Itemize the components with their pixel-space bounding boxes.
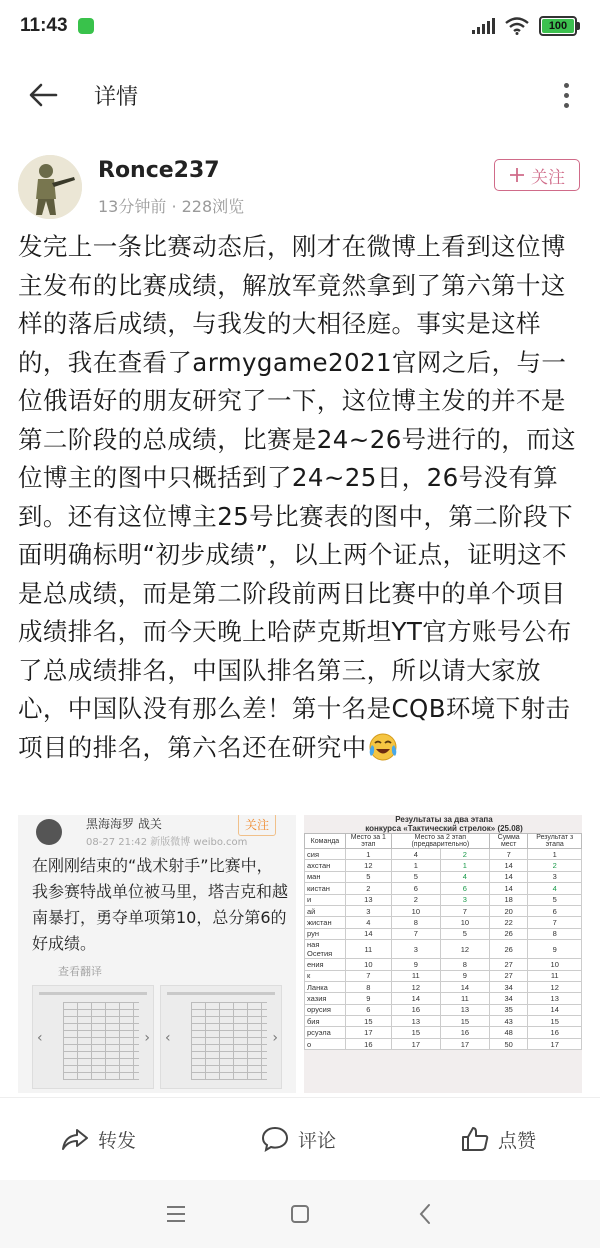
weibo-header (28, 819, 286, 847)
results-cell: 11 (345, 940, 391, 959)
results-row (305, 1027, 582, 1038)
results-cell: 17 (528, 1038, 582, 1049)
results-cell: 3 (345, 905, 391, 916)
results-row (305, 860, 582, 871)
results-cell: к (305, 970, 346, 981)
results-cell: 7 (440, 905, 489, 916)
thumbs-up-icon (460, 1124, 490, 1154)
results-cell: 3 (440, 894, 489, 905)
weibo-time: 08-27 21:42 新版微博 weibo.com (86, 837, 248, 848)
results-cell: 14 (440, 981, 489, 992)
follow-label: 关注 (531, 167, 565, 188)
results-cell: 9 (345, 993, 391, 1004)
results-cell: 14 (528, 1004, 582, 1015)
results-cell: 3 (391, 940, 440, 959)
results-cell: кистан (305, 883, 346, 894)
results-cell: ман (305, 871, 346, 882)
post-text-content: 发完上一条比赛动态后，刚才在微博上看到这位博主发布的比赛成绩，解放军竟然拿到了第六第十这样的落后成绩，与我发的大相径庭。事实是这样的，我在查看了armygame2021官网之后，与一位俄语好的朋友研究了一下，这位博主发的并不是第二阶段的总成绩，比赛是24~26号进行的，而这位博主的图中只概括到了24~25日，26号没有算到。还有这位博主25号比赛表的图中，第二阶段下面明确标明“初步成绩”，以上两个证点，证明这不是总成绩，而是第二阶段前两日比赛中的单个项目成绩排名，而今天晚上哈萨克斯坦YT官方账号公布了总成绩排名，中国队排名第三，所以请大家放心，中国队没有那么差！第十名是CQB环境下射击项目的排名，第六名还在研究中 (18, 232, 576, 762)
share-button[interactable] (60, 1124, 136, 1154)
results-table (304, 833, 582, 1050)
results-cell: 9 (391, 959, 440, 970)
more-options-icon[interactable] (556, 78, 576, 112)
results-cell: 10 (528, 959, 582, 970)
page-title: 详情 (94, 85, 139, 110)
results-row (305, 928, 582, 939)
results-cell: 15 (528, 1016, 582, 1027)
status-bar (0, 0, 600, 52)
results-cell: 9 (440, 970, 489, 981)
results-row (305, 940, 582, 959)
results-cell: ная Осетия (305, 940, 346, 959)
results-header-cell: Место за 1 этап (345, 834, 391, 849)
results-cell: 1 (528, 849, 582, 860)
results-row (305, 849, 582, 860)
results-cell: 22 (489, 917, 528, 928)
results-cell: ай (305, 905, 346, 916)
follow-button[interactable] (494, 159, 580, 191)
back-chevron-icon[interactable] (412, 1200, 440, 1228)
author-name[interactable]: Ronce237 (98, 158, 220, 183)
results-cell: 3 (528, 871, 582, 882)
results-cell: 8 (440, 959, 489, 970)
results-cell: 9 (528, 940, 582, 959)
share-label: 转发 (98, 1129, 137, 1152)
results-cell: 8 (391, 917, 440, 928)
results-cell: 6 (345, 1004, 391, 1015)
results-cell: 16 (391, 1004, 440, 1015)
wifi-icon (505, 17, 529, 35)
results-cell: 11 (391, 970, 440, 981)
results-cell: хазия (305, 993, 346, 1004)
like-label: 点赞 (498, 1129, 537, 1152)
results-cell: орусия (305, 1004, 346, 1015)
results-row (305, 1038, 582, 1049)
results-cell: 7 (345, 970, 391, 981)
results-cell: 20 (489, 905, 528, 916)
results-cell: жистан (305, 917, 346, 928)
results-cell: 8 (345, 981, 391, 992)
post-meta: 13分钟前 · 228浏览 (98, 197, 245, 216)
results-cell: 10 (345, 959, 391, 970)
weibo-author-name: 黑海海罗 战关 (86, 817, 162, 831)
results-header-cell: Команда (305, 834, 346, 849)
results-title-line1: Результаты за два этапа (395, 815, 493, 824)
weibo-translate-link: 查看翻译 (58, 965, 102, 978)
results-cell: 17 (440, 1038, 489, 1049)
results-cell: 27 (489, 959, 528, 970)
status-indicators (472, 16, 580, 36)
results-cell: 18 (489, 894, 528, 905)
results-cell: 10 (391, 905, 440, 916)
app-notification-icon (78, 18, 94, 34)
results-cell: 15 (345, 1016, 391, 1027)
plus-icon (509, 167, 525, 183)
results-title (334, 815, 554, 833)
post-text (18, 228, 584, 767)
results-cell: ахстан (305, 860, 346, 871)
results-cell: 6 (440, 883, 489, 894)
menu-icon[interactable] (162, 1200, 190, 1228)
results-cell: 11 (528, 970, 582, 981)
results-cell: и (305, 894, 346, 905)
results-title-line2: конкурса «Тактический стрелок» (25.08) (365, 824, 523, 833)
results-cell: 4 (345, 917, 391, 928)
results-cell: 48 (489, 1027, 528, 1038)
results-cell: 12 (345, 860, 391, 871)
avatar[interactable] (18, 155, 82, 219)
results-cell: 5 (391, 871, 440, 882)
results-cell: 34 (489, 981, 528, 992)
results-cell: 15 (391, 1027, 440, 1038)
weibo-thumbnail-2: ‹ › (160, 985, 282, 1089)
results-row (305, 883, 582, 894)
results-cell: 26 (489, 928, 528, 939)
results-row (305, 993, 582, 1004)
app-header (0, 66, 600, 122)
like-button[interactable] (460, 1124, 536, 1154)
results-row (305, 917, 582, 928)
results-cell: 5 (528, 894, 582, 905)
crying-laughing-emoji-icon (367, 732, 399, 762)
signal-icon (472, 18, 495, 34)
results-cell: 5 (345, 871, 391, 882)
results-cell: 1 (345, 849, 391, 860)
weibo-follow-button: 关注 (238, 815, 276, 836)
results-cell: рсуэла (305, 1027, 346, 1038)
action-bar (0, 1097, 600, 1179)
results-row (305, 959, 582, 970)
results-cell: 2 (528, 860, 582, 871)
system-nav-bar (0, 1180, 600, 1248)
results-cell: 10 (440, 917, 489, 928)
results-row (305, 970, 582, 981)
results-cell: 13 (345, 894, 391, 905)
results-cell: 15 (440, 1016, 489, 1027)
results-header-cell: Результат з этапа (528, 834, 582, 849)
results-cell: 14 (489, 860, 528, 871)
comment-icon (260, 1124, 290, 1154)
results-cell: 5 (440, 928, 489, 939)
results-cell: 12 (440, 940, 489, 959)
battery-icon (539, 16, 580, 36)
results-cell: рун (305, 928, 346, 939)
results-cell: 4 (440, 871, 489, 882)
results-cell: 43 (489, 1016, 528, 1027)
results-cell: 4 (391, 849, 440, 860)
results-cell: 26 (489, 940, 528, 959)
results-cell: 14 (345, 928, 391, 939)
back-arrow-icon[interactable] (26, 78, 60, 112)
results-row (305, 981, 582, 992)
results-row (305, 905, 582, 916)
results-cell: 13 (391, 1016, 440, 1027)
weibo-text: 在刚刚结束的“战术射手”比赛中，我参赛特战单位被马里，塔吉克和越南暴打，勇夺单项第10，总分第6的好成绩。 (32, 856, 289, 953)
results-cell: 13 (440, 1004, 489, 1015)
results-cell: 16 (528, 1027, 582, 1038)
results-cell: 35 (489, 1004, 528, 1015)
results-row (305, 1016, 582, 1027)
weibo-thumbnail-1: ‹ › (32, 985, 154, 1089)
results-row (305, 871, 582, 882)
results-cell: Ланка (305, 981, 346, 992)
post-image-weibo[interactable] (18, 815, 296, 1093)
results-cell: 7 (391, 928, 440, 939)
battery-level: 100 (542, 19, 574, 33)
results-header-cell: Сумма мест (489, 834, 528, 849)
results-cell: 17 (345, 1027, 391, 1038)
results-cell: 2 (345, 883, 391, 894)
comment-button[interactable] (260, 1124, 336, 1154)
results-cell: 1 (391, 860, 440, 871)
results-cell: 12 (528, 981, 582, 992)
results-cell: ения (305, 959, 346, 970)
results-cell: 14 (489, 871, 528, 882)
results-row (305, 894, 582, 905)
results-cell: 14 (489, 883, 528, 894)
status-time: 11:43 (20, 15, 68, 36)
results-cell: 27 (489, 970, 528, 981)
post-image-results-table[interactable] (304, 815, 582, 1093)
results-cell: 13 (528, 993, 582, 1004)
results-cell: 14 (391, 993, 440, 1004)
results-cell: 8 (528, 928, 582, 939)
results-row (305, 1004, 582, 1015)
results-cell: о (305, 1038, 346, 1049)
results-cell: бия (305, 1016, 346, 1027)
results-cell: 6 (528, 905, 582, 916)
results-cell: 11 (440, 993, 489, 1004)
results-cell: 12 (391, 981, 440, 992)
results-header-cell: Место за 2 этап (предварительно) (391, 834, 489, 849)
results-cell: 7 (528, 917, 582, 928)
weibo-avatar (36, 819, 62, 845)
home-square-icon[interactable] (286, 1200, 314, 1228)
share-icon (60, 1124, 90, 1154)
results-cell: 34 (489, 993, 528, 1004)
comment-label: 评论 (298, 1129, 337, 1152)
results-cell: 16 (440, 1027, 489, 1038)
results-cell: сия (305, 849, 346, 860)
results-cell: 50 (489, 1038, 528, 1049)
results-cell: 6 (391, 883, 440, 894)
results-cell: 2 (391, 894, 440, 905)
results-cell: 1 (440, 860, 489, 871)
results-cell: 2 (440, 849, 489, 860)
results-cell: 16 (345, 1038, 391, 1049)
results-cell: 4 (528, 883, 582, 894)
results-cell: 17 (391, 1038, 440, 1049)
results-cell: 7 (489, 849, 528, 860)
